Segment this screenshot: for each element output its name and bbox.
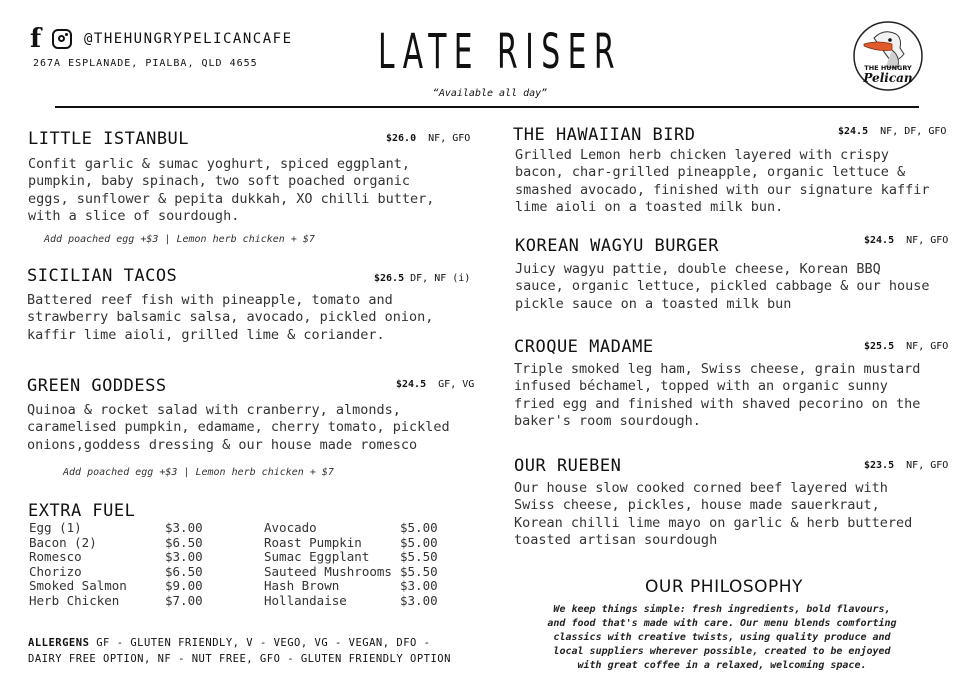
dish-price-tags: $26.0 NF, GFO (386, 133, 471, 144)
social-handle[interactable]: @THEHUNGRYPELICANCAFE (84, 31, 293, 47)
instagram-icon[interactable] (52, 29, 72, 49)
list-item: Roast Pumpkin $5.00 (264, 534, 438, 550)
facebook-icon[interactable]: f (30, 24, 42, 54)
list-item: Bacon (2) $6.50 (29, 534, 203, 550)
dish-addon: Add poached egg +$3 | Lemon herb chicken + $7 (63, 467, 334, 478)
dish-name: THE HAWAIIAN BIRD (513, 125, 696, 145)
list-item: Romesco $3.00 (29, 549, 203, 565)
dish-name: GREEN GODDESS (27, 376, 167, 396)
dish-price-tags: $25.5 NF, GFO (864, 341, 949, 352)
dish-description: Confit garlic & sumac yoghurt, spiced eggplant, pumpkin, baby spinach, two soft poached organic eggs, sunflower & pepita dukkah, XO chilli butter, with a slice of sourdough. (28, 156, 435, 224)
extra-fuel-col2 (264, 520, 438, 609)
menu-title: LATE RISER (378, 24, 622, 80)
dish-description: Battered reef fish with pineapple, tomato and strawberry balsamic salsa, avocado, pickled onion, kaffir lime aioli, grilled lime & coriander. (27, 292, 434, 343)
dish-addon: Add poached egg +$3 | Lemon herb chicken + $7 (44, 234, 315, 245)
dish-price-tags: $26.5 DF, NF (i) (374, 273, 471, 284)
logo-top-text: THE HUNGRY (864, 64, 912, 72)
header-divider (55, 106, 919, 108)
dish-name: OUR RUEBEN (514, 456, 622, 476)
pelican-logo (852, 20, 924, 92)
philosophy-title: OUR PHILOSOPHY (645, 577, 803, 597)
dish-description: Juicy wagyu pattie, double cheese, Korean BBQ sauce, organic lettuce, pickled cabbage & our house pickle sauce on a toasted milk bun (515, 261, 930, 312)
address: 267A ESPLANADE, PIALBA, QLD 4655 (33, 58, 258, 69)
dish-description: Our house slow cooked corned beef layered with Swiss cheese, pickles, house made sauerkraut, Korean chilli lime mayo on garlic & herb buttered toasted artisan sourdough (514, 480, 913, 548)
social-links (30, 24, 293, 54)
list-item: Smoked Salmon $9.00 (29, 578, 203, 594)
dish-price-tags: $23.5 NF, GFO (864, 460, 949, 471)
philosophy-text: We keep things simple: fresh ingredients, bold flavours, and food that's made with care. Our menu blends comforting classics with creative twists, using quality produce and local suppliers wherever possible, created to be enjoyed with great coffee in a relaxed, welcoming space. (547, 604, 897, 671)
allergens-label: ALLERGENS (28, 637, 90, 649)
list-item: Egg (1) $3.00 (29, 520, 203, 535)
availability-note: “Available all day” (432, 88, 548, 99)
list-item: Sumac Eggplant $5.50 (264, 549, 438, 565)
list-item: Herb Chicken $7.00 (29, 592, 203, 608)
allergens-key: ALLERGENS GF - GLUTEN FRIENDLY, V - VEGO, VG - VEGAN, DFO - DAIRY FREE OPTION, NF - NUT FREE, GFO - GLUTEN FRIENDLY OPTION (28, 637, 451, 665)
list-item: Chorizo $6.50 (29, 563, 203, 579)
list-item: Avocado $5.00 (264, 520, 438, 535)
list-item: Hollandaise $3.00 (264, 592, 438, 608)
list-item: Hash Brown $3.00 (264, 578, 438, 594)
dish-name: LITTLE ISTANBUL (28, 129, 190, 149)
dish-name: KOREAN WAGYU BURGER (515, 236, 719, 256)
list-item: Sauteed Mushrooms $5.50 (264, 563, 438, 579)
logo-bottom-text: Pelican (863, 71, 913, 85)
dish-price-tags: $24.5 NF, GFO (864, 235, 949, 246)
dish-price-tags: $24.5 NF, DF, GFO (838, 126, 947, 137)
dish-name: CROQUE MADAME (514, 337, 654, 357)
extra-fuel-title: EXTRA FUEL (28, 501, 136, 521)
dish-price-tags: $24.5 GF, VG (396, 379, 475, 390)
dish-description: Triple smoked leg ham, Swiss cheese, grain mustard infused béchamel, topped with an organic sunny fried egg and finished with shaved pecorino on the baker's room sourdough. (514, 361, 921, 429)
dish-description: Grilled Lemon herb chicken layered with crispy bacon, char-grilled pineapple, organic lettuce & smashed avocado, finished with our signature kaffir lime aioli on a toasted milk bun. (515, 147, 930, 215)
dish-name: SICILIAN TACOS (27, 266, 178, 286)
dish-description: Quinoa & rocket salad with cranberry, almonds, caramelised pumpkin, edamame, cherry tomato, pickled onions,goddess dressing & our house made romesco (27, 402, 450, 453)
extra-fuel-col1 (29, 520, 203, 609)
